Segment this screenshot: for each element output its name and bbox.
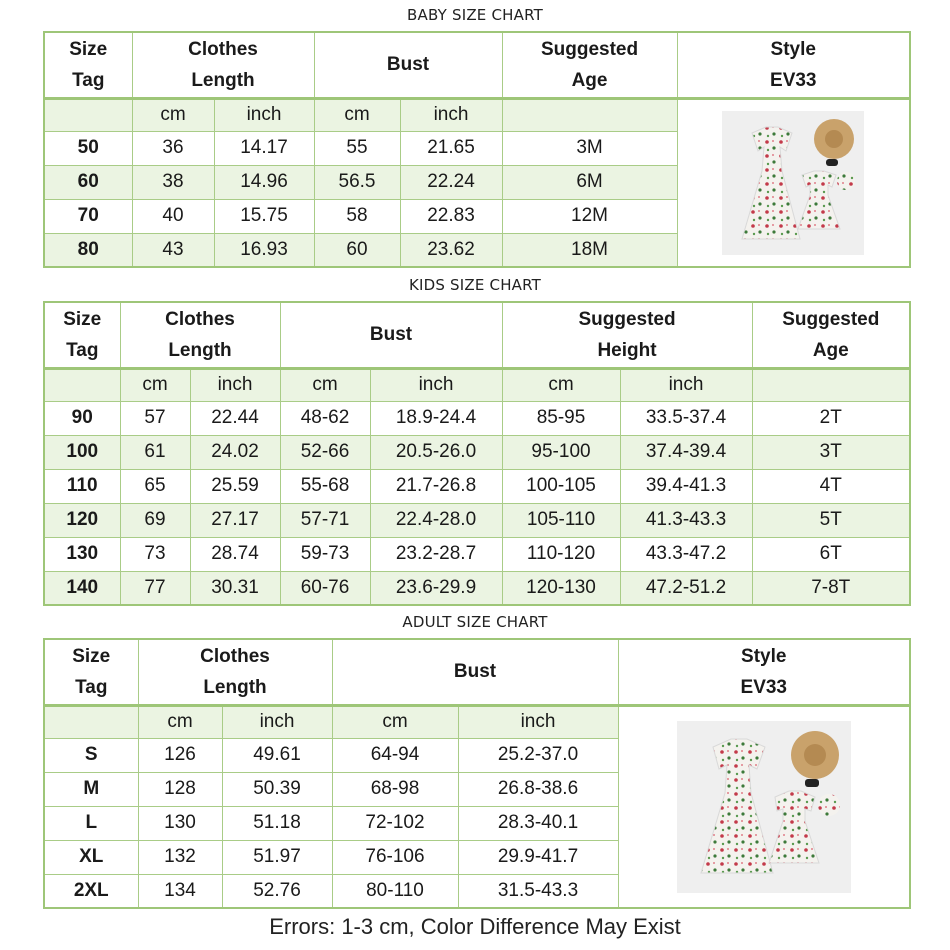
table-cell: 12M bbox=[502, 199, 677, 233]
table-cell: 41.3-43.3 bbox=[620, 503, 752, 537]
table-cell: 64-94 bbox=[332, 738, 458, 772]
table-cell: 49.61 bbox=[222, 738, 332, 772]
table-cell: 50.39 bbox=[222, 772, 332, 806]
table-cell: 22.24 bbox=[400, 165, 502, 199]
table-cell: 25.59 bbox=[190, 469, 280, 503]
table-cell: 95-100 bbox=[502, 435, 620, 469]
table-cell: 28.74 bbox=[190, 537, 280, 571]
size-tag-cell: 90 bbox=[44, 401, 120, 435]
size-tag-cell: 80 bbox=[44, 233, 132, 267]
unit-cell: inch bbox=[214, 98, 314, 131]
table-cell: 56.5 bbox=[314, 165, 400, 199]
unit-cell: inch bbox=[370, 368, 502, 401]
table-cell: 31.5-43.3 bbox=[458, 874, 618, 908]
table-cell: 22.44 bbox=[190, 401, 280, 435]
table-cell: 55 bbox=[314, 131, 400, 165]
product-photo-cell bbox=[677, 98, 910, 267]
product-photo bbox=[722, 111, 864, 255]
table-cell: 51.97 bbox=[222, 840, 332, 874]
table-cell: 73 bbox=[120, 537, 190, 571]
table-cell: 58 bbox=[314, 199, 400, 233]
table-cell: 22.4-28.0 bbox=[370, 503, 502, 537]
baby-size-table bbox=[43, 31, 911, 268]
table-cell: 80-110 bbox=[332, 874, 458, 908]
table-cell: 39.4-41.3 bbox=[620, 469, 752, 503]
unit-cell: inch bbox=[620, 368, 752, 401]
size-tag-cell: 110 bbox=[44, 469, 120, 503]
table-cell: 30.31 bbox=[190, 571, 280, 605]
size-tag-cell: 120 bbox=[44, 503, 120, 537]
unit-cell: cm bbox=[280, 368, 370, 401]
table-cell: 69 bbox=[120, 503, 190, 537]
bust-header: Bust bbox=[314, 32, 502, 98]
unit-cell: cm bbox=[332, 705, 458, 738]
units-blank bbox=[44, 705, 138, 738]
adult-size-table bbox=[43, 638, 911, 909]
table-cell: 14.17 bbox=[214, 131, 314, 165]
table-cell: 3T bbox=[752, 435, 910, 469]
suggested-age-header: Suggested Age bbox=[752, 302, 910, 368]
size-tag-cell: M bbox=[44, 772, 138, 806]
table-cell: 6T bbox=[752, 537, 910, 571]
suggested-height-header: Suggested Height bbox=[502, 302, 752, 368]
size-tag-header: Size Tag bbox=[44, 302, 120, 368]
size-tag-cell: 140 bbox=[44, 571, 120, 605]
size-tag-cell: 130 bbox=[44, 537, 120, 571]
clothes-length-header: Clothes Length bbox=[120, 302, 280, 368]
table-cell: 26.8-38.6 bbox=[458, 772, 618, 806]
table-cell: 28.3-40.1 bbox=[458, 806, 618, 840]
table-cell: 5T bbox=[752, 503, 910, 537]
table-cell: 51.18 bbox=[222, 806, 332, 840]
units-blank bbox=[752, 368, 910, 401]
table-cell: 52.76 bbox=[222, 874, 332, 908]
bust-header: Bust bbox=[332, 639, 618, 705]
table-cell: 29.9-41.7 bbox=[458, 840, 618, 874]
size-tag-header: Size Tag bbox=[44, 639, 138, 705]
table-cell: 37.4-39.4 bbox=[620, 435, 752, 469]
size-tag-header: Size Tag bbox=[44, 32, 132, 98]
unit-cell: inch bbox=[458, 705, 618, 738]
unit-cell: cm bbox=[120, 368, 190, 401]
unit-cell: inch bbox=[222, 705, 332, 738]
table-cell: 126 bbox=[138, 738, 222, 772]
style-header: Style EV33 bbox=[618, 639, 910, 705]
unit-cell: cm bbox=[138, 705, 222, 738]
table-cell: 18M bbox=[502, 233, 677, 267]
size-tag-cell: 50 bbox=[44, 131, 132, 165]
table-cell: 18.9-24.4 bbox=[370, 401, 502, 435]
table-cell: 120-130 bbox=[502, 571, 620, 605]
clothes-length-header: Clothes Length bbox=[132, 32, 314, 98]
table-cell: 60-76 bbox=[280, 571, 370, 605]
table-cell: 100-105 bbox=[502, 469, 620, 503]
table-cell: 14.96 bbox=[214, 165, 314, 199]
table-cell: 134 bbox=[138, 874, 222, 908]
table-cell: 55-68 bbox=[280, 469, 370, 503]
table-cell: 16.93 bbox=[214, 233, 314, 267]
size-tag-cell: 2XL bbox=[44, 874, 138, 908]
table-cell: 21.7-26.8 bbox=[370, 469, 502, 503]
footer-note: Errors: 1-3 cm, Color Difference May Exist bbox=[269, 914, 681, 939]
adult-chart-title: ADULT SIZE CHART bbox=[402, 613, 548, 631]
table-cell: 76-106 bbox=[332, 840, 458, 874]
table-cell: 15.75 bbox=[214, 199, 314, 233]
table-cell: 24.02 bbox=[190, 435, 280, 469]
table-cell: 38 bbox=[132, 165, 214, 199]
size-tag-cell: 60 bbox=[44, 165, 132, 199]
table-cell: 48-62 bbox=[280, 401, 370, 435]
table-cell: 60 bbox=[314, 233, 400, 267]
table-cell: 33.5-37.4 bbox=[620, 401, 752, 435]
units-blank bbox=[44, 368, 120, 401]
kids-size-table bbox=[43, 301, 911, 606]
table-cell: 61 bbox=[120, 435, 190, 469]
table-cell: 22.83 bbox=[400, 199, 502, 233]
size-tag-cell: 100 bbox=[44, 435, 120, 469]
table-cell: 72-102 bbox=[332, 806, 458, 840]
table-cell: 43 bbox=[132, 233, 214, 267]
units-blank bbox=[44, 98, 132, 131]
table-cell: 4T bbox=[752, 469, 910, 503]
table-cell: 6M bbox=[502, 165, 677, 199]
table-cell: 7-8T bbox=[752, 571, 910, 605]
table-cell: 57 bbox=[120, 401, 190, 435]
table-cell: 43.3-47.2 bbox=[620, 537, 752, 571]
product-photo-cell bbox=[618, 705, 910, 908]
unit-cell: inch bbox=[190, 368, 280, 401]
table-cell: 3M bbox=[502, 131, 677, 165]
kids-chart-title: KIDS SIZE CHART bbox=[408, 276, 542, 294]
table-cell: 36 bbox=[132, 131, 214, 165]
size-tag-cell: XL bbox=[44, 840, 138, 874]
bust-header: Bust bbox=[280, 302, 502, 368]
product-photo bbox=[677, 721, 851, 893]
unit-cell: cm bbox=[314, 98, 400, 131]
table-cell: 65 bbox=[120, 469, 190, 503]
unit-cell: cm bbox=[502, 368, 620, 401]
table-cell: 23.6-29.9 bbox=[370, 571, 502, 605]
table-cell: 21.65 bbox=[400, 131, 502, 165]
table-cell: 68-98 bbox=[332, 772, 458, 806]
table-cell: 23.2-28.7 bbox=[370, 537, 502, 571]
table-cell: 85-95 bbox=[502, 401, 620, 435]
table-cell: 27.17 bbox=[190, 503, 280, 537]
unit-cell: cm bbox=[132, 98, 214, 131]
table-cell: 110-120 bbox=[502, 537, 620, 571]
size-tag-cell: S bbox=[44, 738, 138, 772]
table-cell: 128 bbox=[138, 772, 222, 806]
clothes-length-header: Clothes Length bbox=[138, 639, 332, 705]
table-cell: 77 bbox=[120, 571, 190, 605]
table-cell: 130 bbox=[138, 806, 222, 840]
size-tag-cell: L bbox=[44, 806, 138, 840]
baby-chart-title: BABY SIZE CHART bbox=[407, 6, 543, 24]
table-cell: 23.62 bbox=[400, 233, 502, 267]
size-tag-cell: 70 bbox=[44, 199, 132, 233]
table-cell: 40 bbox=[132, 199, 214, 233]
units-blank bbox=[502, 98, 677, 131]
table-cell: 52-66 bbox=[280, 435, 370, 469]
table-cell: 47.2-51.2 bbox=[620, 571, 752, 605]
suggested-age-header: Suggested Age bbox=[502, 32, 677, 98]
table-cell: 59-73 bbox=[280, 537, 370, 571]
unit-cell: inch bbox=[400, 98, 502, 131]
table-cell: 25.2-37.0 bbox=[458, 738, 618, 772]
table-cell: 2T bbox=[752, 401, 910, 435]
style-header: Style EV33 bbox=[677, 32, 910, 98]
table-cell: 57-71 bbox=[280, 503, 370, 537]
table-cell: 105-110 bbox=[502, 503, 620, 537]
table-cell: 20.5-26.0 bbox=[370, 435, 502, 469]
table-cell: 132 bbox=[138, 840, 222, 874]
